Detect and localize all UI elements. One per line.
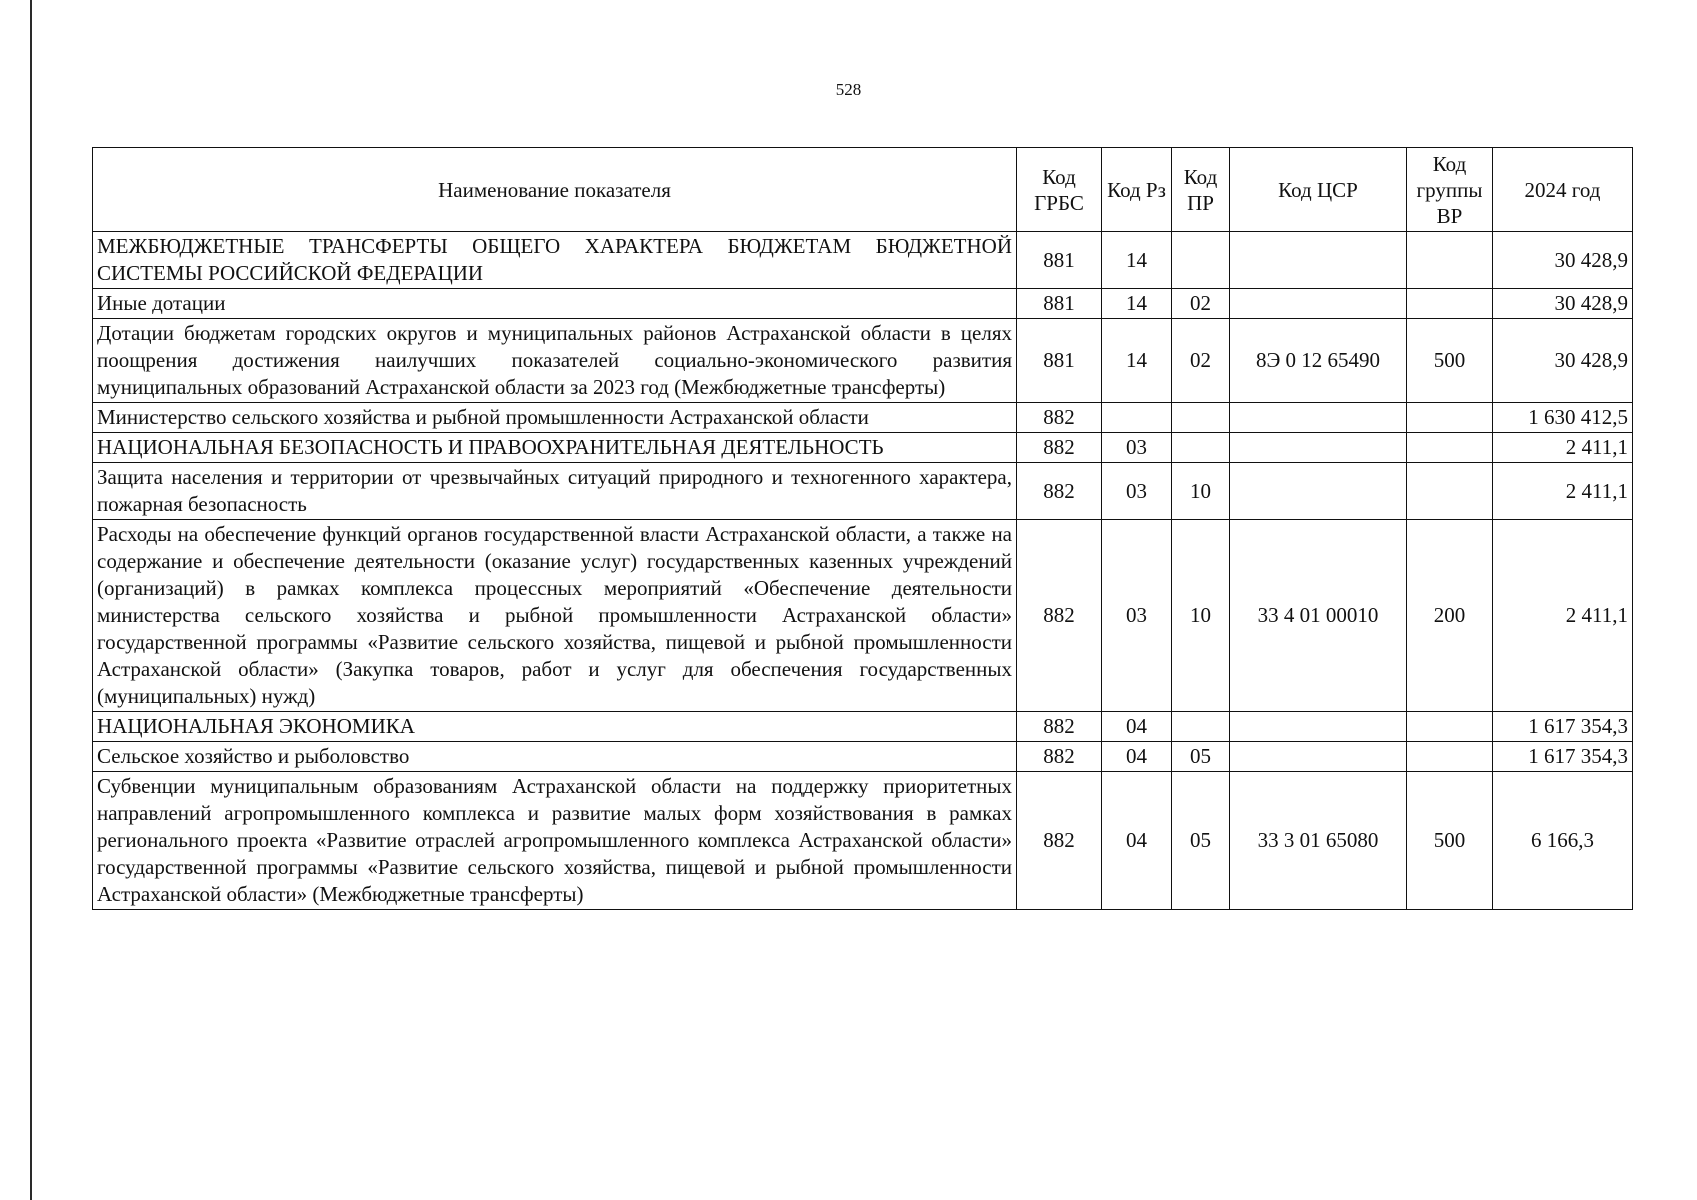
header-csr: Код ЦСР [1230,148,1407,232]
row-rz: 14 [1102,232,1172,289]
table-row [93,463,1633,520]
row-grbs: 882 [1017,403,1102,433]
row-vr [1407,403,1493,433]
row-rz: 14 [1102,289,1172,319]
row-grbs: 882 [1017,742,1102,772]
header-name: Наименование показателя [93,148,1017,232]
row-rz: 03 [1102,433,1172,463]
row-name: НАЦИОНАЛЬНАЯ ЭКОНОМИКА [93,712,1017,742]
row-grbs: 881 [1017,232,1102,289]
row-grbs: 881 [1017,289,1102,319]
row-csr [1230,403,1407,433]
row-amount: 2 411,1 [1493,520,1633,712]
row-vr: 200 [1407,520,1493,712]
row-pr [1172,232,1230,289]
margin-rule [30,0,32,1200]
row-vr [1407,289,1493,319]
table-row [93,232,1633,289]
row-vr: 500 [1407,772,1493,910]
header-year: 2024 год [1493,148,1633,232]
row-pr [1172,433,1230,463]
row-csr [1230,289,1407,319]
row-amount: 2 411,1 [1493,433,1633,463]
row-csr [1230,463,1407,520]
row-vr: 500 [1407,319,1493,403]
row-vr [1407,232,1493,289]
row-pr: 10 [1172,520,1230,712]
header-grbs: Код ГРБС [1017,148,1102,232]
row-name: Министерство сельского хозяйства и рыбной промышленности Астраханской области [93,403,1017,433]
row-rz: 04 [1102,772,1172,910]
table-row [93,289,1633,319]
row-rz: 04 [1102,742,1172,772]
row-amount: 30 428,9 [1493,319,1633,403]
row-name: Сельское хозяйство и рыболовство [93,742,1017,772]
row-vr [1407,433,1493,463]
row-name: Расходы на обеспечение функций органов государственной власти Астраханской области, а также на содержание и обеспечение деятельности (оказание услуг) государственных казенных учреждений (организаций) в рамках комплекса процессных мероприятий «Обеспечение деятельности министерства сельского хозяйства и рыбной промышленности Астраханской области» государственной программы «Развитие сельского хозяйства, пищевой и рыбной промышленности Астраханской области» (Закупка товаров, работ и услуг для обеспечения государственных (муниципальных) нужд) [93,520,1017,712]
row-amount: 1 617 354,3 [1493,742,1633,772]
row-grbs: 882 [1017,520,1102,712]
row-pr [1172,403,1230,433]
row-vr [1407,712,1493,742]
page-number: 528 [835,80,862,99]
table-row [93,403,1633,433]
row-name: Защита населения и территории от чрезвычайных ситуаций природного и техногенного характера, пожарная безопасность [93,463,1017,520]
table-row [93,712,1633,742]
table-row [93,319,1633,403]
row-name: Субвенции муниципальным образованиям Астраханской области на поддержку приоритетных направлений агропромышленного комплекса и развитие малых форм хозяйствования в рамках регионального проекта «Развитие отраслей агропромышленного комплекса Астраханской области» государственной программы «Развитие сельского хозяйства, пищевой и рыбной промышленности Астраханской области» (Межбюджетные трансферты) [93,772,1017,910]
row-grbs: 882 [1017,772,1102,910]
row-name: МЕЖБЮДЖЕТНЫЕ ТРАНСФЕРТЫ ОБЩЕГО ХАРАКТЕРА БЮДЖЕТАМ БЮДЖЕТНОЙ СИСТЕМЫ РОССИЙСКОЙ ФЕДЕРАЦИИ [93,232,1017,289]
row-amount: 2 411,1 [1493,463,1633,520]
budget-table [92,147,1633,910]
row-grbs: 882 [1017,712,1102,742]
row-csr [1230,433,1407,463]
row-csr [1230,712,1407,742]
row-name: Иные дотации [93,289,1017,319]
row-name: НАЦИОНАЛЬНАЯ БЕЗОПАСНОСТЬ И ПРАВООХРАНИТЕЛЬНАЯ ДЕЯТЕЛЬНОСТЬ [93,433,1017,463]
row-rz [1102,403,1172,433]
row-pr: 02 [1172,319,1230,403]
row-csr [1230,742,1407,772]
header-rz: Код Рз [1102,148,1172,232]
row-pr: 05 [1172,742,1230,772]
row-grbs: 882 [1017,433,1102,463]
row-rz: 14 [1102,319,1172,403]
row-amount: 1 617 354,3 [1493,712,1633,742]
row-amount: 30 428,9 [1493,232,1633,289]
row-pr: 10 [1172,463,1230,520]
row-csr [1230,232,1407,289]
row-pr: 05 [1172,772,1230,910]
row-rz: 04 [1102,712,1172,742]
row-amount: 6 166,3 [1493,772,1633,910]
row-rz: 03 [1102,520,1172,712]
row-amount: 30 428,9 [1493,289,1633,319]
row-amount: 1 630 412,5 [1493,403,1633,433]
row-vr [1407,463,1493,520]
table-row [93,520,1633,712]
row-csr: 8Э 0 12 65490 [1230,319,1407,403]
table-row [93,742,1633,772]
row-vr [1407,742,1493,772]
header-vr: Код группы ВР [1407,148,1493,232]
row-csr: 33 3 01 65080 [1230,772,1407,910]
row-grbs: 881 [1017,319,1102,403]
row-rz: 03 [1102,463,1172,520]
row-pr: 02 [1172,289,1230,319]
table-row [93,433,1633,463]
header-row [93,148,1633,232]
row-csr: 33 4 01 00010 [1230,520,1407,712]
row-name: Дотации бюджетам городских округов и муниципальных районов Астраханской области в целях поощрения достижения наилучших показателей социально-экономического развития муниципальных образований Астраханской области за 2023 год (Межбюджетные трансферты) [93,319,1017,403]
header-pr: Код ПР [1172,148,1230,232]
table-row [93,772,1633,910]
row-grbs: 882 [1017,463,1102,520]
row-pr [1172,712,1230,742]
